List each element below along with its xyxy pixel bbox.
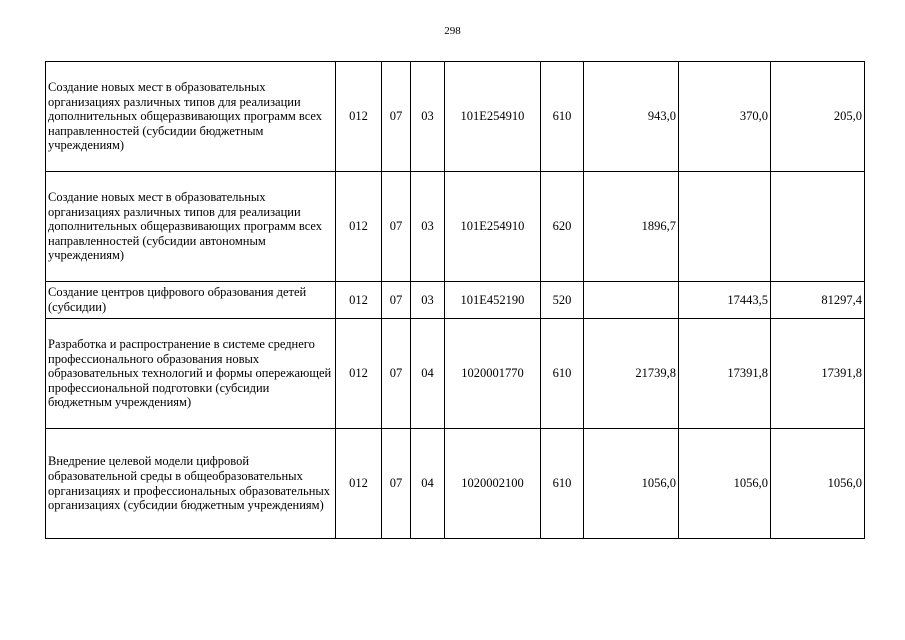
amount-year3-cell: 81297,4 xyxy=(771,282,865,319)
ministry-code-cell: 012 xyxy=(336,172,382,282)
table-row xyxy=(46,282,865,319)
expense-type-cell: 610 xyxy=(541,429,584,539)
amount-year1-cell: 1896,7 xyxy=(584,172,679,282)
target-article-cell: 101E254910 xyxy=(445,62,541,172)
amount-year1-cell: 21739,8 xyxy=(584,319,679,429)
row-name-cell: Разработка и распространение в системе среднего профессионального образования новых образовательных технологий и формы опережающей профессиональной подготовки (субсидии бюджетным учреждениям) xyxy=(46,319,336,429)
section-code-cell: 07 xyxy=(382,172,411,282)
amount-year3-cell: 17391,8 xyxy=(771,319,865,429)
ministry-code-cell: 012 xyxy=(336,282,382,319)
table-row xyxy=(46,429,865,539)
expense-type-cell: 610 xyxy=(541,62,584,172)
ministry-code-cell: 012 xyxy=(336,429,382,539)
amount-year2-cell: 1056,0 xyxy=(679,429,771,539)
amount-year1-cell: 943,0 xyxy=(584,62,679,172)
subsection-code-cell: 04 xyxy=(411,319,445,429)
section-code-cell: 07 xyxy=(382,62,411,172)
subsection-code-cell: 03 xyxy=(411,62,445,172)
amount-year2-cell: 370,0 xyxy=(679,62,771,172)
target-article-cell: 101E254910 xyxy=(445,172,541,282)
amount-year2-cell xyxy=(679,172,771,282)
amount-year2-cell: 17391,8 xyxy=(679,319,771,429)
row-name-cell: Внедрение целевой модели цифровой образовательной среды в общеобразовательных организациях и профессиональных образовательных организациях (субсидии бюджетным учреждениям) xyxy=(46,429,336,539)
subsection-code-cell: 03 xyxy=(411,282,445,319)
expense-type-cell: 620 xyxy=(541,172,584,282)
row-name-cell: Создание новых мест в образовательных организациях различных типов для реализации дополнительных общеразвивающих программ всех направленностей (субсидии бюджетным учреждениям) xyxy=(46,62,336,172)
amount-year3-cell xyxy=(771,172,865,282)
target-article-cell: 1020002100 xyxy=(445,429,541,539)
row-name-cell: Создание центров цифрового образования детей (субсидии) xyxy=(46,282,336,319)
budget-table xyxy=(45,61,865,539)
amount-year1-cell xyxy=(584,282,679,319)
section-code-cell: 07 xyxy=(382,282,411,319)
target-article-cell: 1020001770 xyxy=(445,319,541,429)
subsection-code-cell: 04 xyxy=(411,429,445,539)
page-number: 298 xyxy=(444,25,461,37)
table-row xyxy=(46,319,865,429)
ministry-code-cell: 012 xyxy=(336,62,382,172)
section-code-cell: 07 xyxy=(382,319,411,429)
section-code-cell: 07 xyxy=(382,429,411,539)
table-row xyxy=(46,62,865,172)
ministry-code-cell: 012 xyxy=(336,319,382,429)
table-row xyxy=(46,172,865,282)
amount-year1-cell: 1056,0 xyxy=(584,429,679,539)
row-name-cell: Создание новых мест в образовательных организациях различных типов для реализации дополнительных общеразвивающих программ всех направленностей (субсидии автономным учреждениям) xyxy=(46,172,336,282)
amount-year3-cell: 1056,0 xyxy=(771,429,865,539)
amount-year3-cell: 205,0 xyxy=(771,62,865,172)
expense-type-cell: 610 xyxy=(541,319,584,429)
amount-year2-cell: 17443,5 xyxy=(679,282,771,319)
target-article-cell: 101E452190 xyxy=(445,282,541,319)
expense-type-cell: 520 xyxy=(541,282,584,319)
subsection-code-cell: 03 xyxy=(411,172,445,282)
